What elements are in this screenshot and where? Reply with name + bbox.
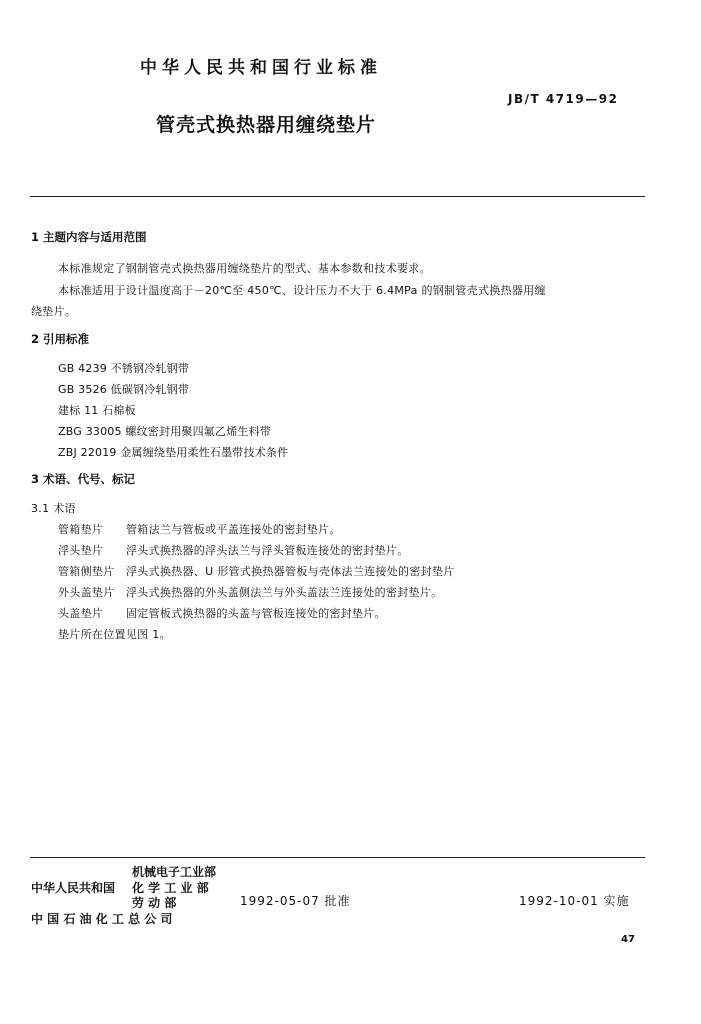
issuer-company: 中 国 石 油 化 工 总 公 司 bbox=[31, 912, 173, 926]
term-definition: 固定管板式换热器的头盖与管板连接处的密封垫片。 bbox=[126, 607, 386, 620]
issuer-prefix: 中华人民共和国 bbox=[31, 881, 116, 895]
footer-rule bbox=[30, 857, 645, 858]
term-definition: 浮头式换热器、U 形管式换热器管板与壳体法兰连接处的密封垫片 bbox=[126, 565, 455, 578]
reference-item: GB 4239 不锈钢冷轧钢带 bbox=[58, 362, 190, 375]
issuer-ministry-2: 化 学 工 业 部 bbox=[132, 881, 209, 895]
reference-item: 建标 11 石棉板 bbox=[58, 404, 136, 417]
term-definition: 管箱法兰与管板或平盖连接处的密封垫片。 bbox=[126, 523, 341, 536]
issuer-ministry-3: 劳 动 部 bbox=[132, 896, 177, 910]
term-definition: 浮头式换热器的外头盖侧法兰与外头盖法兰连接处的密封垫片。 bbox=[126, 586, 443, 599]
term-name: 管箱侧垫片 bbox=[58, 565, 115, 578]
reference-item: ZBG 33005 螺纹密封用聚四氟乙烯生料带 bbox=[58, 425, 271, 438]
section-1-para-2-line-1: 本标准适用于设计温度高于－20℃至 450℃、设计压力不大于 6.4MPa 的钢制管壳式换热器用缠 bbox=[58, 284, 546, 297]
term-name: 外头盖垫片 bbox=[58, 586, 115, 599]
term-row bbox=[58, 605, 386, 621]
section-3-1-heading: 3.1 术语 bbox=[31, 502, 76, 515]
term-row bbox=[58, 542, 409, 558]
term-name: 头盖垫片 bbox=[58, 607, 104, 620]
section-3-heading: 3 术语、代号、标记 bbox=[31, 472, 136, 486]
reference-item: GB 3526 低碳钢冷轧钢带 bbox=[58, 383, 190, 396]
header-rule bbox=[30, 196, 645, 197]
standard-category-title: 中华人民共和国行业标准 bbox=[140, 58, 382, 78]
term-definition: 浮头式换热器的浮头法兰与浮头管板连接处的密封垫片。 bbox=[126, 544, 409, 557]
page-number: 47 bbox=[621, 934, 635, 945]
effective-date: 1992-10-01 实施 bbox=[519, 894, 630, 908]
approval-date: 1992-05-07 批准 bbox=[240, 894, 351, 908]
term-row bbox=[58, 521, 341, 537]
term-name: 管箱垫片 bbox=[58, 523, 104, 536]
section-1-para-2-line-2: 绕垫片。 bbox=[31, 305, 77, 318]
section-1-para-1: 本标准规定了钢制管壳式换热器用缠绕垫片的型式、基本参数和技术要求。 bbox=[58, 262, 431, 275]
section-1-heading: 1 主题内容与适用范围 bbox=[31, 230, 147, 244]
section-2-heading: 2 引用标准 bbox=[31, 332, 90, 346]
reference-item: ZBJ 22019 金属缠绕垫用柔性石墨带技术条件 bbox=[58, 446, 289, 459]
document-title: 管壳式换热器用缠绕垫片 bbox=[156, 114, 377, 136]
term-row bbox=[58, 563, 455, 579]
term-name: 浮头垫片 bbox=[58, 544, 104, 557]
standard-code: JB/T 4719—92 bbox=[508, 92, 619, 106]
figure-reference: 垫片所在位置见图 1。 bbox=[58, 628, 171, 641]
issuer-ministry-1: 机械电子工业部 bbox=[132, 865, 217, 879]
term-row bbox=[58, 584, 442, 600]
